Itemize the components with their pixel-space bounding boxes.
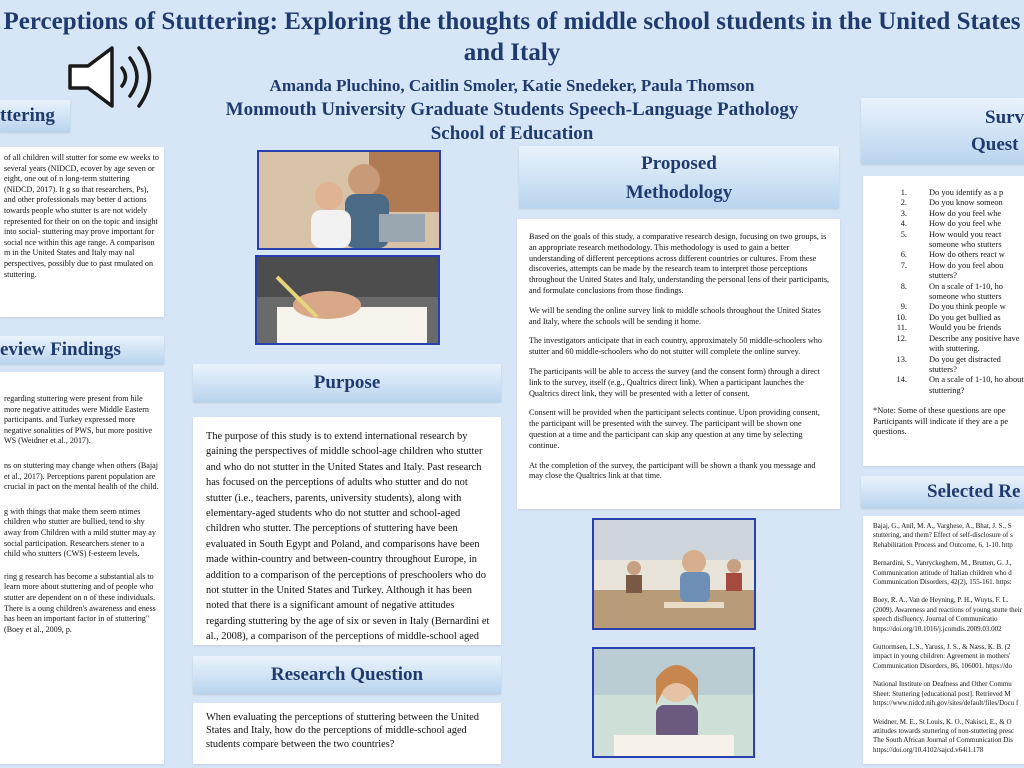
survey-question-number: 14.: [896, 375, 907, 385]
purpose-heading: [193, 364, 501, 402]
survey-question-text: Describe any positive have with stuttering.: [929, 333, 1020, 354]
methodology-paragraph: Consent will be provided when the participant selects continue. Upon providing consent, the participant will be presented with the survey. The participant will be shown one question at a time and the participant can skip any question at any time by selecting continue.: [529, 408, 820, 450]
survey-question: [863, 198, 1024, 208]
stuttering-heading-text: ttering: [0, 105, 55, 126]
reference-item: Bernardini, S., Vanryckeghem, M., Brutten, G. J., Communication attitude of Italian children who d Communication Disorders, 42(2), 155-161. https:: [873, 559, 1012, 587]
survey-heading-line1: Surv: [985, 107, 1024, 128]
survey-question-text: How do others react w: [929, 250, 1005, 260]
survey-question-text: Do you get distracted stutters?: [929, 354, 1001, 374]
survey-question-text: On a scale of 1-10, ho about stuttering?: [929, 375, 1024, 395]
research-question-text: When evaluating the perceptions of stuttering between the United States and Italy, how do the perceptions of middle-school aged students compare between the two countries?: [206, 712, 479, 750]
poster-authors: Amanda Pluchino, Caitlin Smoler, Katie Snedeker, Paula Thomson: [269, 76, 755, 95]
review-paragraph: ring g research has become a substantial als to learn more about stuttering and of people who stutter are dependent on n of these individuals. There is a oung children's awareness and eness has been an important factor in of stuttering" (Boey et al., 2009, p.: [4, 571, 156, 634]
survey-question: [863, 250, 1024, 260]
survey-question-text: Do you get bullied as: [929, 312, 1001, 322]
methodology-heading-line2: Methodology: [625, 182, 733, 203]
survey-question: [863, 188, 1024, 198]
methodology-heading: [519, 146, 839, 208]
reference-item: Guttormsen, L.S., Yaruss, J. S., & Næss, K. B. (2 impact in young children: Agreement in mothers' Communication Disorders, 86, 106001. https://do: [873, 643, 1013, 670]
survey-heading-line2: Quest: [971, 134, 1019, 155]
survey-question-number: 1.: [900, 188, 907, 197]
affiliation-line1: Monmouth University Graduate Students Speech-Language Pathology: [225, 99, 799, 120]
survey-question-number: 11.: [896, 323, 907, 333]
references-heading: [861, 476, 1024, 508]
survey-question: [863, 282, 1024, 303]
survey-question-number: 7.: [900, 260, 907, 270]
survey-question-text: Would you be friends: [929, 323, 1002, 333]
survey-question-number: 3.: [900, 208, 907, 218]
survey-question: [863, 334, 1024, 355]
speaker-volume-icon[interactable]: [66, 44, 170, 110]
survey-question-text: How do you feel abou stutters?: [929, 260, 1004, 281]
methodology-box: [517, 219, 840, 509]
survey-question-text: Do you think people w: [929, 302, 1006, 312]
purpose-text: The purpose of this study is to extend international research by gaining the perspectives of middle school-age children who stutter and who do not stutter in the United States and Italy. Past research has focused on the perceptions of adults who stutter and do not stutter (i.e., teachers, parents, university students), along with elementary-aged students who do not stutter and school-aged children who stutter. The perceptions of stuttering have been evaluated in South Egypt and Poland, and comparisons have been made within-country and between-country throughout Europe, in addition to a comparison of the perceptions of preschoolers who do not stutter in the United States and Turkey. Although it has been noted that there is a significant amount of negative attitudes regarding stuttering by the age of six or seven in Italy (Bernardini et al., 2008), a comparison of the perceptions of middle-school aged: [206, 431, 490, 643]
survey-question-text: Do you know someon: [929, 198, 1003, 208]
review-paragraph: g with things that make them seem ntimes children who stutter are bullied, tend to shy away from Children with a mild stutter may ay social participation. Researchers stener to a child who stutters (CWS) f-esteem levels.: [4, 506, 156, 559]
references-heading-text: Selected Re: [927, 481, 1021, 502]
survey-question-text: On a scale of 1-10, ho someone who stutters: [929, 281, 1003, 302]
survey-question-number: 4.: [900, 219, 907, 229]
survey-heading: [861, 98, 1024, 164]
reference-item: Weidner, M. E., St Louis, K. O., Nakisci, E., & O attitudes towards stuttering of non-stuttering presc The South African Journal of Communication Dis https://doi.org/10.4102/sajcd.v64i1.178: [873, 717, 1014, 754]
survey-question-number: 9.: [900, 302, 907, 312]
methodology-paragraph: The investigators anticipate that in each country, approximately 50 middle-schoolers who stutter and 60 middle-schoolers who do not stutter will complete the online survey.: [529, 336, 822, 357]
stuttering-heading: [0, 100, 70, 132]
photo-girl-writing: [592, 647, 755, 758]
survey-question: [863, 230, 1024, 251]
survey-question: [863, 375, 1024, 396]
survey-question-text: Do you identify as a p: [929, 188, 1004, 197]
methodology-paragraph: We will be sending the online survey link to middle schools throughout the United States and Italy, where the schools will be sending it home.: [529, 305, 821, 326]
survey-question: [863, 261, 1024, 282]
survey-question: [863, 313, 1024, 323]
methodology-paragraph: The participants will be able to access the survey (and the consent form) through a direct link to the survey, itself (e.g., Qualtrics direct link). When a participant launches the Qualtrics direct link, they will be presented with a letter of consent.: [529, 366, 820, 398]
survey-question: [863, 219, 1024, 229]
survey-question-number: 8.: [900, 281, 907, 291]
methodology-paragraph: At the completion of the survey, the participant will be shown a thank you message and may close the Qualtrics link at that time.: [529, 460, 816, 481]
review-findings-box: [0, 372, 164, 764]
survey-question-number: 2.: [900, 198, 907, 208]
survey-box: [863, 176, 1024, 466]
references-box: [863, 516, 1024, 764]
stuttering-text: of all children will stutter for some ew weeks to several years (NIDCD, ecover by age seven or eight, one out of n long-term stuttering (NIDCD, 2017). It g so that researchers, Ps), and other professionals may better d actions towards people who stutter ts are not widely represented for their on on the topic and insight into social- stuttering may prove important for social nce within this age range. A comparison m in the United States and Italy may nal perspectives, possibly due to past rmulated on stuttering.: [4, 153, 159, 279]
research-question-box: [193, 703, 501, 764]
survey-question-text: How would you react someone who stutters: [929, 229, 1002, 250]
reference-item: Boey, R. A., Van de Heyning, P. H., Wuyts, F. L. (2009). Awareness and reactions of young stutte their speech disfluency. Journal of Communicatio https://doi.org/10.1016/j.jcomdis.2009.03.002: [873, 596, 1023, 633]
methodology-paragraph: Based on the goals of this study, a comparative research design, focusing on two groups, is an appropriate research methodology. This methodology is used to gain a better understanding of different perceptions across different countries or cultures. From these discoveries, attempts can be made by the research team to interpret those perceptions throughout the United States and Italy, understanding the personal lens of their participants, and formulate conclusions from those findings.: [529, 232, 830, 295]
review-paragraph: ns on stuttering may change when others (Bajaj et al., 2017). Perceptions parent population are crucial in pact on the mental health of the child.: [4, 460, 159, 492]
survey-question-number: 10.: [896, 312, 907, 322]
survey-question: [863, 323, 1024, 333]
survey-question: [863, 209, 1024, 219]
affiliation-line2: School of Education: [430, 123, 594, 144]
survey-question-text: How do you feel whe: [929, 208, 1002, 218]
review-findings-heading: [0, 336, 164, 364]
survey-question-text: How do you feel whe: [929, 219, 1002, 229]
review-findings-heading-text: eview Findings: [0, 339, 121, 360]
purpose-heading-text: Purpose: [313, 372, 381, 393]
reference-item: Bajaj, G., Anil, M. A., Varghese, A., Bhat, J. S., S stuttering, and them? Effect of self-disclosure of s Rehabilitation Process and Outcome, 6, 1-10. http: [873, 522, 1013, 549]
poster-title: Perceptions of Stuttering: Exploring the thoughts of middle school students in the United States and Italy: [3, 8, 1021, 66]
photo-father-son-laptop: [257, 150, 441, 250]
survey-question: [863, 355, 1024, 376]
survey-question-number: 12.: [896, 333, 907, 343]
stuttering-box: [0, 147, 164, 317]
survey-note: *Note: Some of these questions are ope Participants will indicate if they are a pe questions.: [873, 406, 1009, 437]
research-question-heading-text: Research Question: [270, 664, 424, 685]
survey-question-number: 13.: [896, 354, 907, 364]
survey-question-number: 5.: [900, 229, 907, 239]
review-paragraph: regarding stuttering were present from hile more negative attitudes were Middle Eastern participants. and Turkey expressed more negative sonalities of PWS, but more positive WS (Weidner et al., 2017).: [4, 394, 153, 446]
purpose-box: [193, 417, 501, 645]
survey-question-list: [863, 188, 1024, 396]
methodology-heading-line1: Proposed: [641, 153, 717, 174]
survey-question-number: 6.: [900, 250, 907, 260]
research-question-heading: [193, 656, 501, 694]
reference-item: National Institute on Deafness and Other Commu Sheet: Stuttering [educational post]. Retrieved M https://www.nidcd.nih.gov/sites/default/files/Docu f: [873, 680, 1019, 708]
survey-question: [863, 302, 1024, 312]
photo-student-writing: [255, 255, 440, 345]
photo-classroom: [592, 518, 756, 630]
